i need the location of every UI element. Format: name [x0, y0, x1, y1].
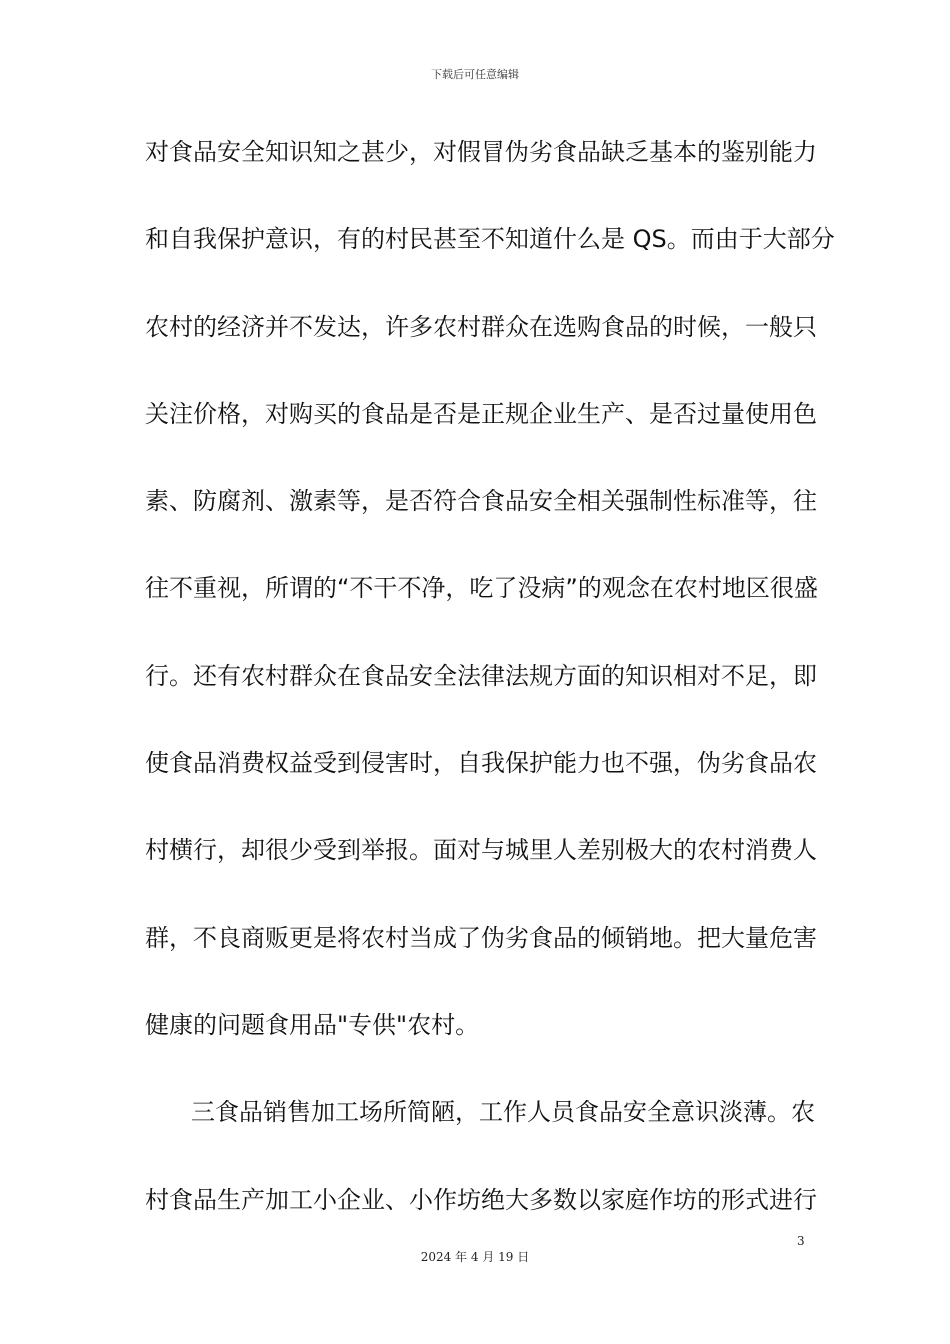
page-number: 3	[797, 1234, 805, 1248]
paragraph-line: 行。还有农村群众在食品安全法律法规方面的知识相对不足，即	[145, 661, 817, 690]
paragraph-line: 使食品消费权益受到侵害时，自我保护能力也不强，伪劣食品农	[145, 749, 817, 778]
paragraph-line: 关注价格，对购买的食品是否是正规企业生产、是否过量使用色	[145, 399, 817, 428]
paragraph-line: 往不重视，所谓的“不干不净，吃了没病”的观念在农村地区很盛	[145, 574, 818, 603]
paragraph-line: 群，不良商贩更是将农村当成了伪劣食品的倾销地。把大量危害	[145, 923, 817, 952]
document-body	[145, 130, 835, 1265]
footer-date: 2024 年 4 月 19 日	[420, 1250, 530, 1264]
paragraph-line: 对食品安全知识知之甚少，对假冒伪劣食品缺乏基本的鉴别能力	[145, 138, 817, 166]
paragraph-line: 村横行，却很少受到举报。面对与城里人差别极大的农村消费人	[145, 836, 817, 865]
paragraph-line: 农村的经济并不发达，许多农村群众在选购食品的时候，一般只	[145, 312, 817, 341]
paragraph-first-line: 三食品销售加工场所简陋，工作人员食品安全意识淡薄。农	[191, 1098, 815, 1127]
paragraph-line: 和自我保护意识，有的村民甚至不知道什么是 QS。而由于大部分	[145, 225, 835, 254]
paragraph-line: 素、防腐剂、激素等，是否符合食品安全相关强制性标准等，往	[145, 487, 817, 516]
paragraph-last-line: 健康的问题食用品"专供"农村。	[145, 1010, 480, 1039]
page-header: 下载后可任意编辑	[431, 68, 519, 81]
paragraph-line: 村食品生产加工小企业、小作坊绝大多数以家庭作坊的形式进行	[145, 1185, 817, 1214]
